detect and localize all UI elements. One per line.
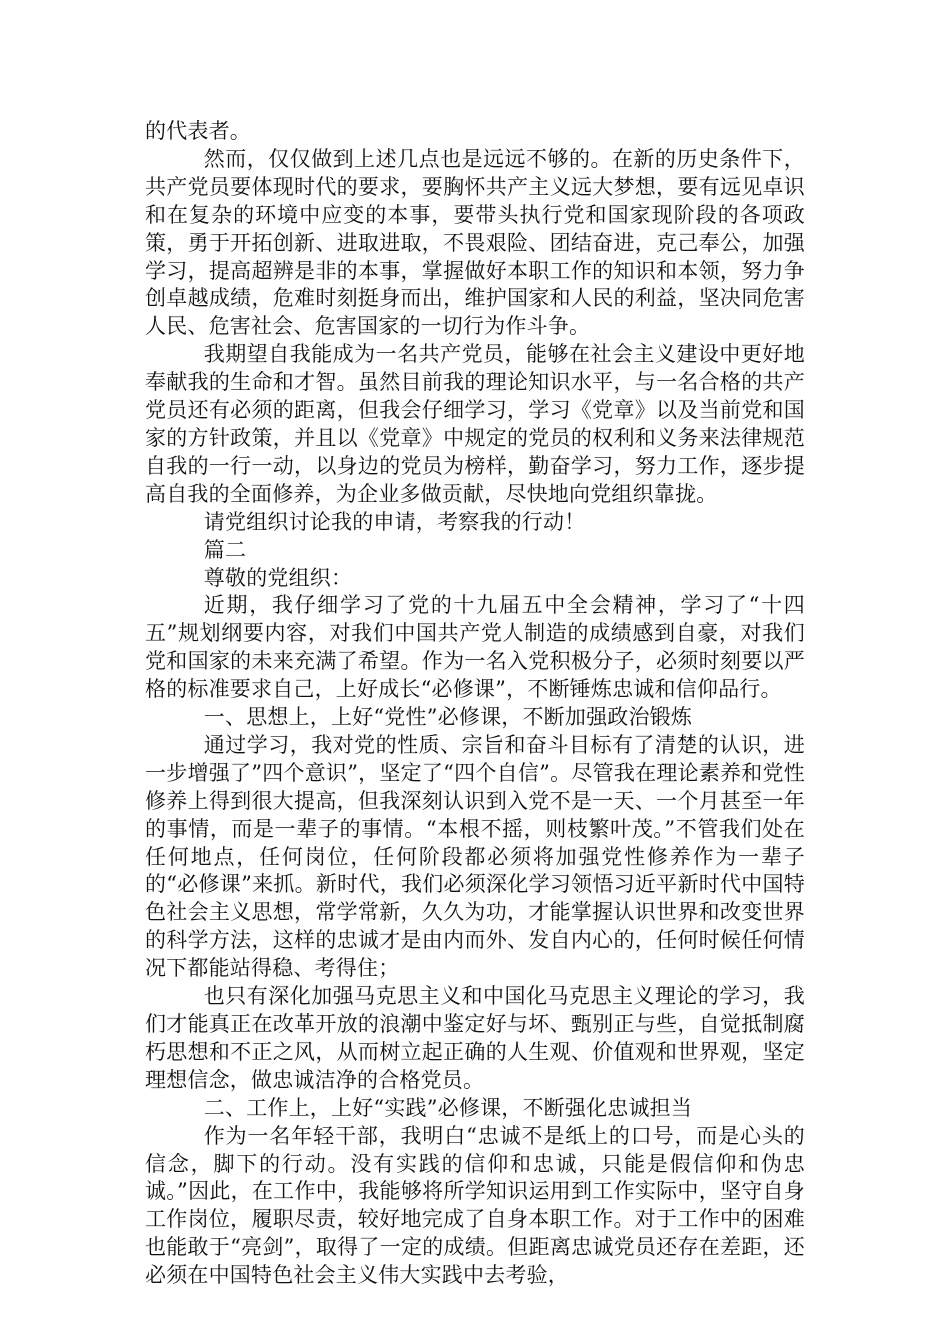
paragraph: 通过学习，我对党的性质、宗旨和奋斗目标有了清楚的认识，进一步增强了”四个意识”，坚定了“四个自信”。尽管我在理论素养和党性修养上得到很大提高，但我深刻认识到入党不是一天、一个月甚至一年的事情，而是一辈子的事情。“本根不摇，则枝繁叶茂。”不管我们处在任何地点，任何岗位，任何阶段都必须将加强党性修养作为一辈子的“必修课”来抓。新时代，我们必须深化学习领悟习近平新时代中国特色社会主义思想，常学常新，久久为功，才能掌握认识世界和改变世界的科学方法，这样的忠诚才是由内而外、发自内心的，任何时候任何情况下都能站得稳、考得住； — [145, 732, 805, 981]
paragraph: 然而，仅仅做到上述几点也是远远不够的。在新的历史条件下，共产党员要体现时代的要求，要胸怀共产主义远大梦想，要有远见卓识和在复杂的环境中应变的本事，要带头执行党和国家现阶段的各项政策，勇于开拓创新、进取进取，不畏艰险、团结奋进，克己奉公，加强学习，提高超辨是非的本事，掌握做好本职工作的知识和本领，努力争创卓越成绩，危难时刻挺身而出，维护国家和人民的利益，坚决同危害人民、危害社会、危害国家的一切行为作斗争。 — [145, 146, 805, 339]
paragraph-closing-request: 请党组织讨论我的申请，考察我的行动！ — [203, 509, 586, 534]
paragraph-continuation: 的代表者。 — [145, 119, 251, 143]
section-heading: 篇二 — [203, 537, 247, 562]
paragraph: 也只有深化加强马克思主义和中国化马克思主义理论的学习，我们才能真正在改革开放的浪潮中鉴定好与坏、甄别正与些，自觉抵制腐朽思想和不正之风，从而树立起正确的人生观、价值观和世界观，坚定理想信念，做忠诚洁净的合格党员。 — [145, 984, 805, 1092]
salutation: 尊敬的党组织： — [203, 565, 353, 590]
paragraph: 近期，我仔细学习了党的十九届五中全会精神，学习了“十四五”规划纲要内容，对我们中国共产党人制造的成绩感到自豪，对我们党和国家的未来充满了希望。作为一名入党积极分子，必须时刻要以严格的标准要求自己，上好成长“必修课”，不断锤炼忠诚和信仰品行。 — [145, 593, 805, 702]
paragraph: 作为一名年轻干部，我明白“忠诚不是纸上的口号，而是心头的信念，脚下的行动。没有实践的信仰和忠诚，只能是假信仰和伪忠诚。”因此，在工作中，我能够将所学知识运用到工作实际中，坚守自身工作岗位，履职尽责，较好地完成了自身本职工作。对于工作中的困难也能敢于“亮剑”，取得了一定的成绩。但距离忠诚党员还存在差距，还必须在中国特色社会主义伟大实践中去考验， — [145, 1123, 805, 1288]
subheading: 一、思想上，上好“党性”必修课，不断加强政治锻炼 — [203, 705, 693, 730]
paragraph: 我期望自我能成为一名共产党员，能够在社会主义建设中更好地奉献我的生命和才智。虽然目前我的理论知识水平，与一名合格的共产党员还有必须的距离，但我会仔细学习，学习《党章》以及当前党和国家的方针政策，并且以《党章》中规定的党员的权利和义务来法律规范自我的一行一动，以身边的党员为榜样，勤奋学习，努力工作，逐步提高自我的全面修养，为企业多做贡献，尽快地向党组织靠拢。 — [145, 342, 805, 506]
subheading: 二、工作上，上好“实践”必修课，不断强化忠诚担当 — [203, 1095, 693, 1120]
document-body — [145, 118, 805, 1290]
